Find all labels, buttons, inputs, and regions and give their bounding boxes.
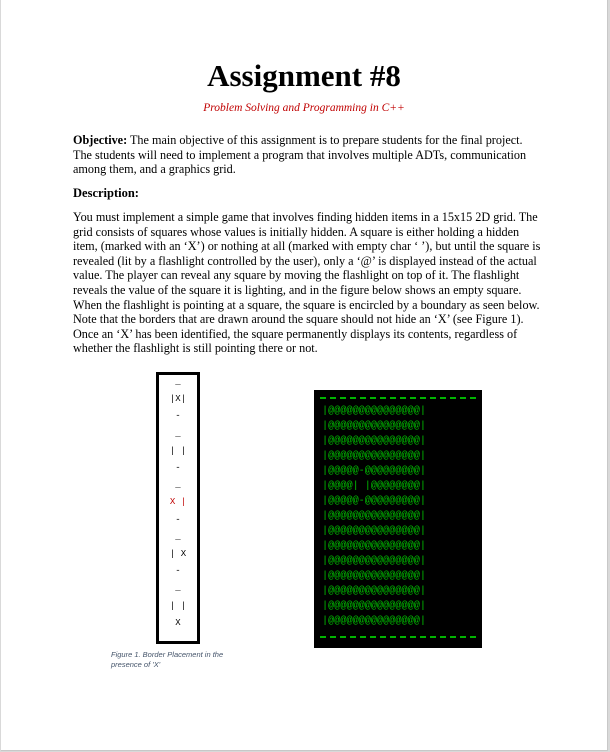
console-grid-row: |@@@@@@@@@@@@@@@| <box>322 511 426 522</box>
figure-1-caption: Figure 1. Border Placement in the presence of 'X' <box>111 650 224 669</box>
console-grid-row: |@@@@@@@@@@@@@@@| <box>322 586 426 597</box>
figure-1-line: | | <box>169 445 187 456</box>
assignment-title: Assignment #8 <box>207 58 401 93</box>
console-grid-row: |@@@@| |@@@@@@@@| <box>322 481 426 492</box>
console-bottom-border <box>320 636 476 638</box>
course-subtitle: Problem Solving and Programming in C++ <box>203 102 405 114</box>
console-grid-row: |@@@@@@@@@@@@@@@| <box>322 451 426 462</box>
console-screenshot <box>314 390 482 648</box>
console-grid-row: |@@@@@@@@@@@@@@@| <box>322 421 426 432</box>
figure-1-line: |X| <box>169 394 187 405</box>
description-paragraph: You must implement a simple game that involves finding hidden items in a 15x15 2D grid. The grid consists of squares whose values is initially hidden. A square is either holding a hidden item, (marked with an ‘X’) or nothing at all (marked with empty char ‘ ’), but until the square is revealed (lit by a flashlight controlled by the user), only a ‘@’ is displayed instead of the actual value. The player can reveal any square by moving the flashlight on top of it. The flashlight reveals the value of the square it is lighting, and in the figure below shows an empty square. When the flashlight is pointing at a square, the square is encircled by a boundary as seen below. Note that the borders that are drawn around the square should not hide an ‘X’ (see Figure 1). Once an ‘X’ has been identified, the square permanently displays its contents, regardless of whether the flashlight is still pointing there or not. <box>73 210 541 356</box>
figure-1-line: _ <box>175 531 181 542</box>
figure-1-line: _ <box>175 428 181 439</box>
console-grid-row: |@@@@@-@@@@@@@@@| <box>322 466 426 477</box>
console-grid-row: |@@@@@@@@@@@@@@@| <box>322 601 426 612</box>
figure-1-line: _ <box>175 377 181 387</box>
figure-1-line: X <box>175 617 181 628</box>
figure-1-line: - <box>175 514 181 525</box>
figure-1-line: _ <box>175 480 181 491</box>
figure-1-border-examples <box>156 372 200 644</box>
figure-1-line: X | <box>169 497 187 508</box>
figure-1-line: _ <box>175 583 181 594</box>
console-grid-row: |@@@@@@@@@@@@@@@| <box>322 526 426 537</box>
objective-text: The main objective of this assignment is to prepare students for the final project. The students will need to implement a program that involves multiple ADTs, communication among them, and a graphics grid. <box>73 133 527 177</box>
console-grid-row: |@@@@@-@@@@@@@@@| <box>322 496 426 507</box>
console-grid-row: |@@@@@@@@@@@@@@@| <box>322 616 426 627</box>
figure-1-line: - <box>175 566 181 577</box>
console-grid-row: |@@@@@@@@@@@@@@@| <box>322 406 426 417</box>
figure-1-line: | | <box>169 600 187 611</box>
objective-paragraph <box>73 133 543 177</box>
document-page <box>1 0 608 751</box>
figure-1-line: - <box>175 463 181 473</box>
description-heading: Description: <box>73 186 139 200</box>
figure-1-line: | X <box>169 549 187 559</box>
console-grid-row: |@@@@@@@@@@@@@@@| <box>322 541 426 552</box>
objective-label: Objective: <box>73 133 128 147</box>
console-grid-row: |@@@@@@@@@@@@@@@| <box>322 556 426 567</box>
figure-1-line: - <box>175 411 181 422</box>
console-grid-row: |@@@@@@@@@@@@@@@| <box>322 436 426 447</box>
console-grid <box>322 404 426 629</box>
console-top-border <box>320 397 476 399</box>
console-grid-row: |@@@@@@@@@@@@@@@| <box>322 571 426 582</box>
